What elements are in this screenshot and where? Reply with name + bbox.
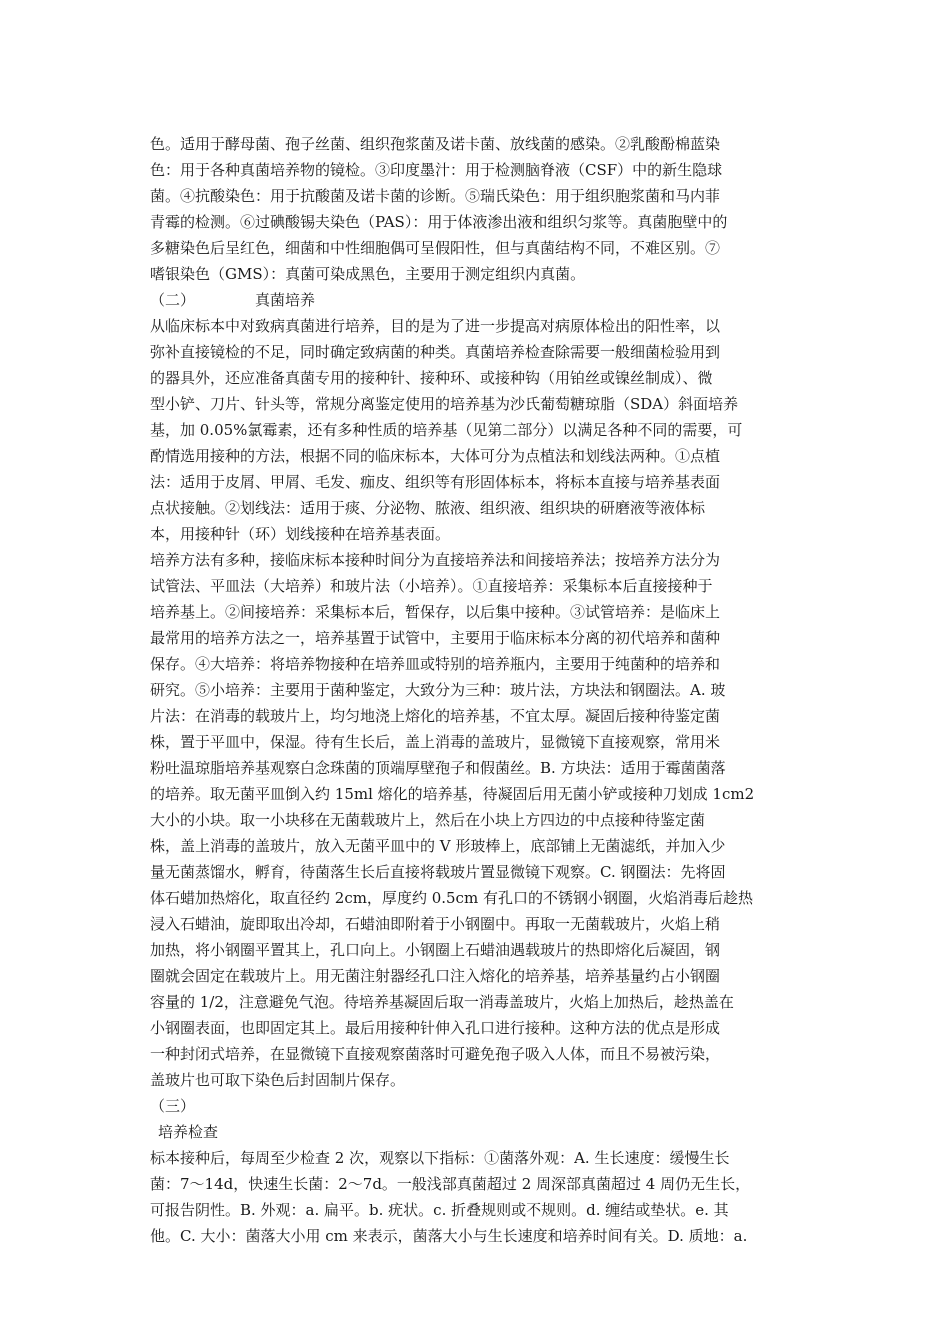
text-line: 圈就会固定在载玻片上。用无菌注射器经孔口注入熔化的培养基，培养基量约占小钢圈 (150, 967, 721, 985)
text-line: 色。适用于酵母菌、孢子丝菌、组织孢浆菌及诺卡菌、放线菌的感染。②乳酸酚棉蓝染 (150, 135, 721, 153)
text-line: 试管法、平皿法（大培养）和玻片法（小培养）。①直接培养：采集标本后直接接种于 (150, 577, 713, 595)
text-line: 盖玻片也可取下染色后封固制片保存。 (150, 1071, 406, 1089)
text-line: 多糖染色后呈红色，细菌和中性细胞偶可呈假阳性，但与真菌结构不同，不难区别。⑦ (150, 239, 721, 257)
text-line: 最常用的培养方法之一，培养基置于试管中，主要用于临床标本分离的初代培养和菌种 (150, 629, 721, 647)
text-line: 的器具外，还应准备真菌专用的接种针、接种环、或接种钩（用铂丝或镍丝制成）、微 (150, 369, 713, 387)
culture-section-heading (150, 287, 805, 313)
text-line: 菌：7～14d，快速生长菌：2～7d。一般浅部真菌超过 2 周深部真菌超过 4 周仍无生长， (150, 1175, 751, 1193)
section-title: 真菌培养 (255, 291, 316, 309)
text-line: 从临床标本中对致病真菌进行培养，目的是为了进一步提高对病原体检出的阳性率，以 (150, 317, 721, 335)
text-line: 菌。④抗酸染色：用于抗酸菌及诺卡菌的诊断。⑤瑞氏染色：用于组织胞浆菌和马内菲 (150, 187, 721, 205)
text-line: 培养基上。②间接培养：采集标本后，暂保存，以后集中接种。③试管培养：是临床上 (150, 603, 721, 621)
text-line: 型小铲、刀片、针头等，常规分离鉴定使用的培养基为沙氏葡萄糖琼脂（SDA）斜面培养 (150, 395, 739, 413)
text-line: 大小的小块。取一小块移在无菌载玻片上，然后在小块上方四边的中点接种待鉴定菌 (150, 811, 706, 829)
text-line: 保存。④大培养：将培养物接种在培养皿或特别的培养瓶内，主要用于纯菌种的培养和 (150, 655, 721, 673)
text-line: 基，加 0.05%氯霉素，还有多种性质的培养基（见第二部分）以满足各种不同的需要，可 (150, 421, 743, 439)
staining-continued-paragraph (150, 131, 805, 287)
text-line: 弥补直接镜检的不足，同时确定致病菌的种类。真菌培养检查除需要一般细菌检验用到 (150, 343, 721, 361)
text-line: 加热，将小钢圈平置其上，孔口向上。小钢圈上石蜡油遇载玻片的热即熔化后凝固，钢 (150, 941, 721, 959)
text-line: 粉吐温琼脂培养基观察白念珠菌的顶端厚壁孢子和假菌丝。B. 方块法：适用于霉菌菌落 (150, 759, 726, 777)
text-line: 浸入石蜡油，旋即取出冷却，石蜡油即附着于小钢圈中。再取一无菌载玻片，火焰上稍 (150, 915, 721, 933)
exam-section-title: 培养检查 (158, 1123, 219, 1141)
text-line: 片法：在消毒的载玻片上，均匀地浇上熔化的培养基，不宜太厚。凝固后接种待鉴定菌 (150, 707, 721, 725)
text-line: 小钢圈表面，也即固定其上。最后用接种针伸入孔口进行接种。这种方法的优点是形成 (150, 1019, 721, 1037)
text-line: 的培养。取无菌平皿倒入约 15ml 熔化的培养基，待凝固后用无菌小铲或接种刀划成 1cm2 (150, 785, 755, 803)
text-line: 容量的 1/2，注意避免气泡。待培养基凝固后取一消毒盖玻片，火焰上加热后，趁热盖在 (150, 993, 734, 1011)
text-line: 株，盖上消毒的盖玻片，放入无菌平皿中的 V 形玻棒上，底部铺上无菌滤纸，并加入少 (150, 837, 726, 855)
culture-paragraph-2 (150, 547, 805, 1093)
text-line: 青霉的检测。⑥过碘酸锡夫染色（PAS）：用于体液渗出液和组织匀浆等。真菌胞壁中的 (150, 213, 728, 231)
text-line: 他。C. 大小：菌落大小用 cm 来表示，菌落大小与生长速度和培养时间有关。D. 质地：a. (150, 1227, 748, 1245)
section-number: （二） (150, 291, 196, 309)
exam-paragraph (150, 1145, 805, 1249)
text-line: 体石蜡加热熔化，取直径约 2cm，厚度约 0.5cm 有孔口的不锈钢小钢圈，火焰消毒后趁热 (150, 889, 753, 907)
text-line: 点状接触。②划线法：适用于痰、分泌物、脓液、组织液、组织块的研磨液等液体标 (150, 499, 706, 517)
text-line: 标本接种后，每周至少检查 2 次，观察以下指标：①菌落外观：A. 生长速度：缓慢生长 (150, 1149, 730, 1167)
text-line: 培养方法有多种，接临床标本接种时间分为直接培养法和间接培养法；按培养方法分为 (150, 551, 721, 569)
text-line: 研究。⑤小培养：主要用于菌种鉴定，大致分为三种：玻片法，方块法和钢圈法。A. 玻 (150, 681, 726, 699)
text-line: 一种封闭式培养，在显微镜下直接观察菌落时可避免孢子吸入人体，而且不易被污染， (150, 1045, 721, 1063)
text-line: 量无菌蒸馏水，孵育，待菌落生长后直接将载玻片置显微镜下观察。C. 钢圈法：先将固 (150, 863, 726, 881)
text-line: 株，置于平皿中，保湿。待有生长后，盖上消毒的盖玻片，显微镜下直接观察，常用米 (150, 733, 721, 751)
exam-section-number: （三） (150, 1097, 196, 1115)
document-page (150, 131, 805, 1249)
text-line: 酌情选用接种的方法，根据不同的临床标本，大体可分为点植法和划线法两种。①点植 (150, 447, 721, 465)
text-line: 色：用于各种真菌培养物的镜检。③印度墨汁：用于检测脑脊液（CSF）中的新生隐球 (150, 161, 723, 179)
text-line: 本，用接种针（环）划线接种在培养基表面。 (150, 525, 451, 543)
culture-paragraph-1 (150, 313, 805, 547)
text-line: 可报告阴性。B. 外观：a. 扁平。b. 疣状。c. 折叠规则或不规则。d. 缠结或垫状。e. 其 (150, 1201, 729, 1219)
text-line: 法：适用于皮屑、甲屑、毛发、痂皮、组织等有形固体标本，将标本直接与培养基表面 (150, 473, 721, 491)
text-line: 嗜银染色（GMS）：真菌可染成黑色，主要用于测定组织内真菌。 (150, 265, 586, 283)
